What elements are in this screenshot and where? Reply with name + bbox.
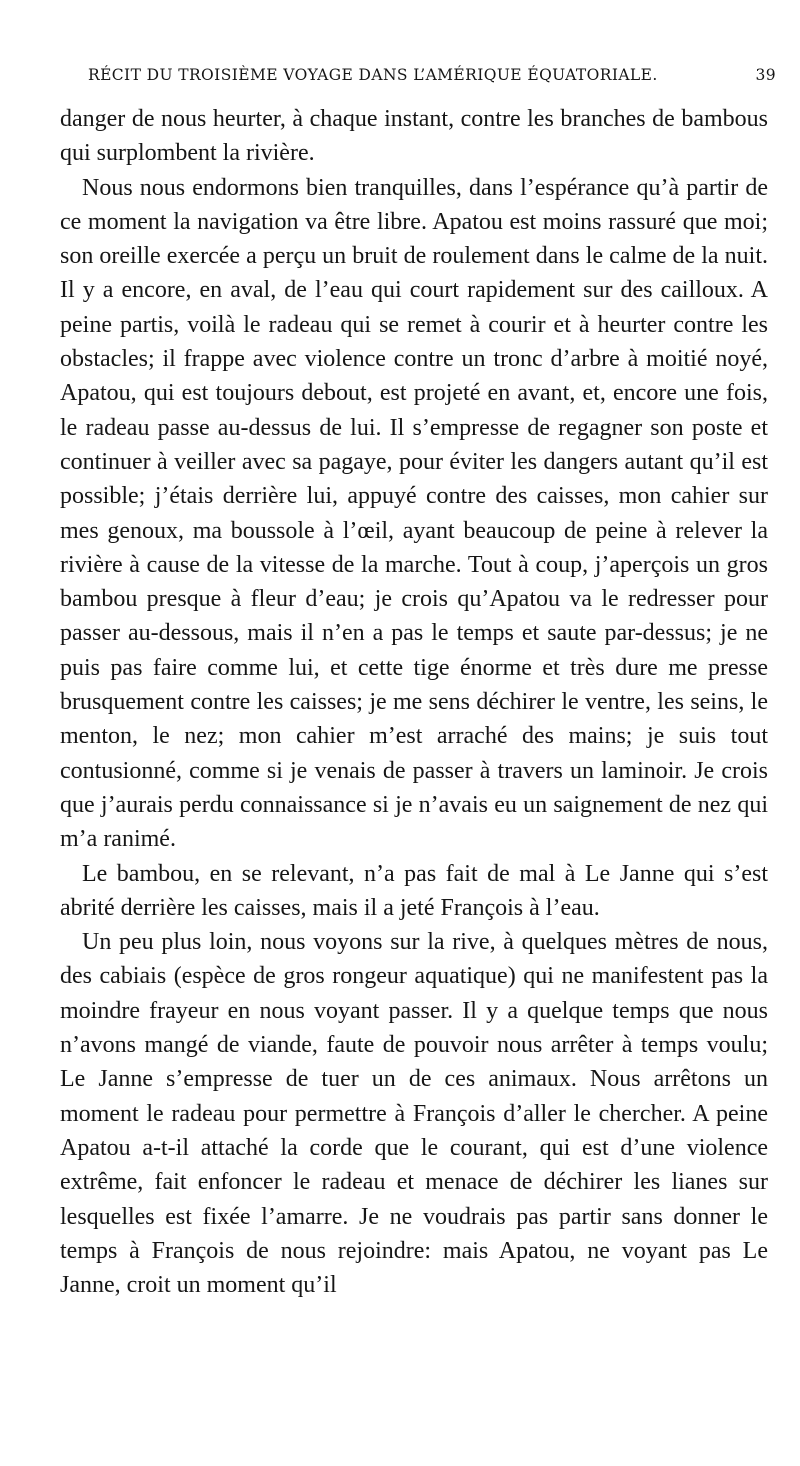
running-title: RÉCIT DU TROISIÈME VOYAGE DANS L’AMÉRIQUE ÉQUATORIALE. [88,66,658,84]
paragraph: Le bambou, en se relevant, n’a pas fait de mal à Le Janne qui s’est abrité derrière les caisses, mais il a jeté François à l’eau. [60,860,768,921]
body-text [60,102,768,1302]
page-number: 39 [755,66,776,84]
paragraph: Un peu plus loin, nous voyons sur la rive, à quelques mètres de nous, des cabiais (espèce de gros rongeur aquatique) qui ne manifestent pas la moindre frayeur en nous voyant passer. Il y a quelque temps que nous n’avons mangé de viande, faute de pouvoir nous arrêter à temps voulu; Le Janne s’empresse de tuer un de ces animaux. Nous arrêtons un moment le radeau pour permettre à François d’aller le chercher. A peine Apatou a-t-il attaché la corde que le courant, qui est d’une violence extrême, fait enfoncer le radeau et menace de déchirer les lianes sur lesquelles est fixée l’amarre. Je ne voudrais pas partir sans donner le temps à François de nous rejoindre: mais Apatou, ne voyant pas Le Janne, croit un moment qu’il [60,929,768,1299]
paragraph-continuation: danger de nous heurter, à chaque instant, contre les branches de bambous qui surplombent la rivière. [60,106,768,167]
paragraph: Nous nous endormons bien tranquilles, dans l’espérance qu’à partir de ce moment la navigation va être libre. Apatou est moins rassuré que moi; son oreille exercée a perçu un bruit de roulement dans le calme de la nuit. Il y a encore, en aval, de l’eau qui court rapidement sur des cailloux. A peine partis, voilà le radeau qui se remet à courir et à heurter contre les obstacles; il frappe avec violence contre un tronc d’arbre à moitié noyé, Apatou, qui est toujours debout, est projeté en avant, et, encore une fois, le radeau passe au-dessus de lui. Il s’empresse de regagner son poste et continuer à veiller avec sa pagaye, pour éviter les dangers autant qu’il est possible; j’étais derrière lui, appuyé contre des caisses, mon cahier sur mes genoux, ma boussole à l’œil, ayant beaucoup de peine à relever la rivière à cause de la vitesse de la marche. Tout à coup, j’aperçois un gros bambou presque à fleur d’eau; je crois qu’Apatou va le redresser pour passer au-dessous, mais il n’en a pas le temps et saute par-dessus; je ne puis pas faire comme lui, et cette tige énorme et très dure me presse brusquement contre les caisses; je me sens déchirer le ventre, les seins, le menton, le nez; mon cahier m’est arraché des mains; je suis tout contusionné, comme si je venais de passer à travers un laminoir. Je crois que j’aurais perdu connaissance si je n’avais eu un saignement de nez qui m’a ranimé. [60,174,768,853]
running-head [88,62,776,88]
